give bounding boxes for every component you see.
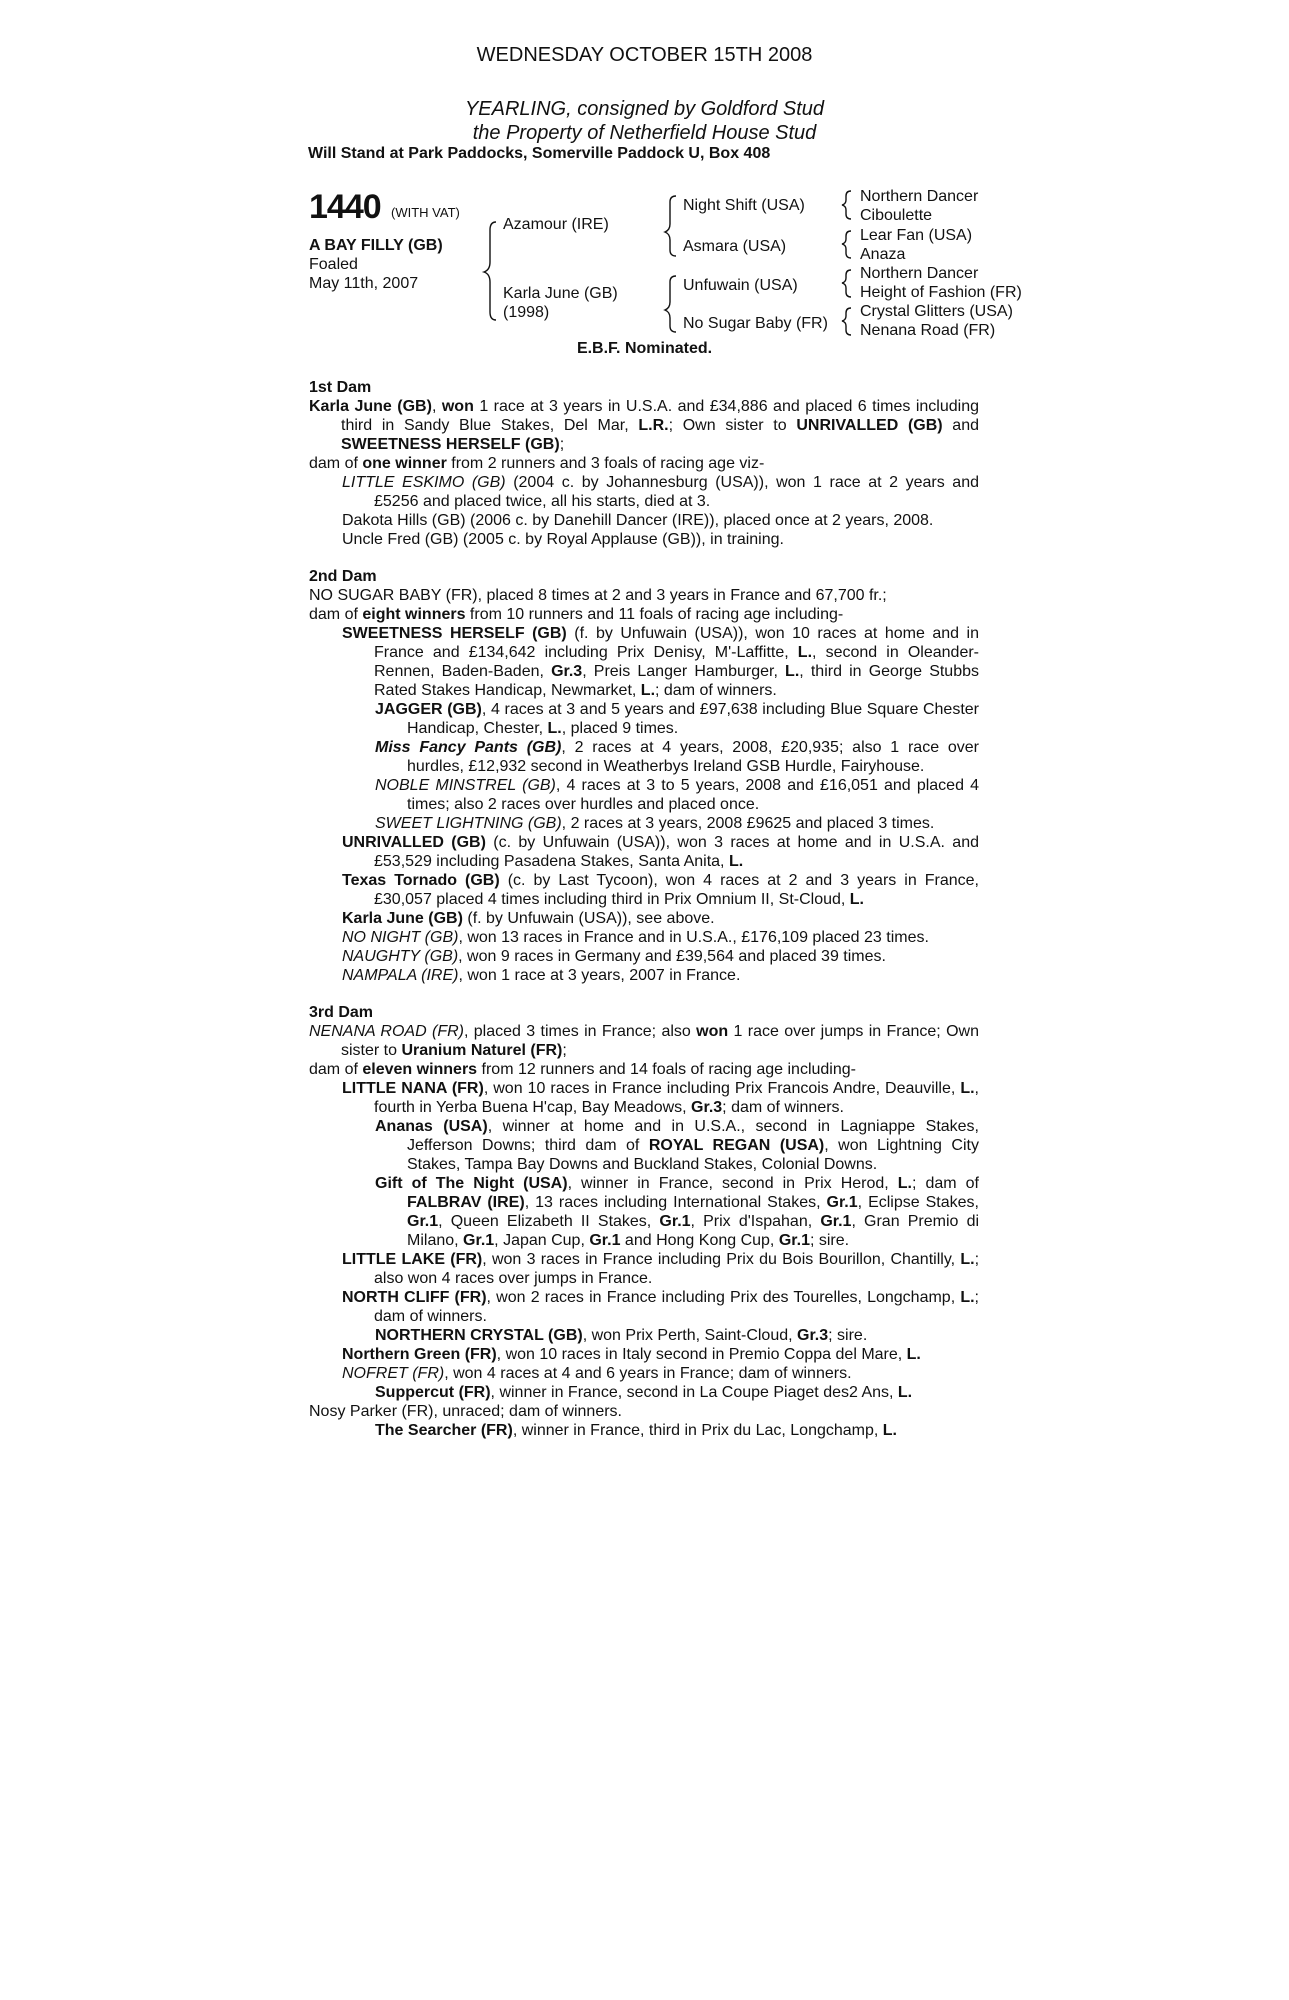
- sire-sire-sire: Northern Dancer: [860, 188, 979, 205]
- sire-dam: Asmara (USA): [683, 238, 787, 255]
- dam-sire-dam: Height of Fashion (FR): [860, 284, 1022, 301]
- first-dam-heading: 1st Dam: [309, 379, 372, 396]
- progeny-item: Uncle Fred (GB) (2005 c. by Royal Applause (GB)), in training.: [342, 531, 784, 548]
- progeny-item: LITTLE NANA (FR), won 10 races in France including Prix Francois Andre, Deauville, L., fourth in Yerba Buena H'cap, Bay Meadows, Gr.3; dam of winners.: [342, 1080, 979, 1116]
- second-dam-record: NO SUGAR BABY (FR), placed 8 times at 2 and 3 years in France and 67,700 fr.;: [309, 587, 887, 604]
- consignor-line: YEARLING, consigned by Goldford Stud: [464, 98, 825, 120]
- property-line: the Property of Netherfield House Stud: [472, 122, 817, 144]
- progeny-item: Northern Green (FR), won 10 races in Italy second in Premio Coppa del Mare, L.: [342, 1346, 921, 1363]
- progeny-item: LITTLE LAKE (FR), won 3 races in France including Prix du Bois Bourillon, Chantilly, L.; also won 4 races over jumps in France.: [342, 1251, 980, 1287]
- progeny-item: NAMPALA (IRE), won 1 race at 3 years, 2007 in France.: [342, 967, 741, 984]
- dam-year: (1998): [503, 304, 550, 321]
- dam-sire: Unfuwain (USA): [683, 277, 798, 294]
- dam-dam: No Sugar Baby (FR): [683, 315, 828, 332]
- sire-dam-sire: Lear Fan (USA): [860, 227, 973, 244]
- second-dam-produce-summary: dam of eight winners from 10 runners and 11 foals of racing age including-: [309, 606, 844, 623]
- progeny-item: NORTHERN CRYSTAL (GB), won Prix Perth, Saint-Cloud, Gr.3; sire.: [375, 1327, 868, 1344]
- progeny-item: SWEET LIGHTNING (GB), 2 races at 3 years, 2008 £9625 and placed 3 times.: [375, 815, 935, 832]
- foaled-label: Foaled: [309, 256, 358, 273]
- sire-sire: Night Shift (USA): [683, 197, 805, 214]
- progeny-item: NAUGHTY (GB), won 9 races in Germany and £39,564 and placed 39 times.: [342, 948, 886, 965]
- ebf-note: E.B.F. Nominated.: [576, 340, 713, 357]
- sire-sire-dam: Ciboulette: [860, 207, 933, 224]
- progeny-item: Miss Fancy Pants (GB), 2 races at 4 years, 2008, £20,935; also 1 race over hurdles, £12,932 second in Weatherbys Ireland GSB Hurdle, Fairyhouse.: [375, 739, 980, 775]
- progeny-item: Ananas (USA), winner at home and in U.S.A., second in Lagniappe Stakes, Jefferson Downs; third dam of ROYAL REGAN (USA), won Lightning City Stakes, Tampa Bay Downs and Buckland Stakes, Colonial Downs.: [375, 1118, 980, 1173]
- progeny-item: NORTH CLIFF (FR), won 2 races in France including Prix des Tourelles, Longchamp, L.; dam of winners.: [342, 1289, 979, 1325]
- stand-location: Will Stand at Park Paddocks, Somerville Paddock U, Box 408: [308, 145, 771, 162]
- dam-dam-sire: Crystal Glitters (USA): [860, 303, 1013, 320]
- progeny-item: NOFRET (FR), won 4 races at 4 and 6 years in France; dam of winners.: [342, 1365, 852, 1382]
- progeny-item: Nosy Parker (FR), unraced; dam of winners.: [309, 1403, 622, 1420]
- catalogue-body: [309, 378, 979, 1440]
- lot-number: 1440: [309, 188, 381, 226]
- progeny-item: LITTLE ESKIMO (GB) (2004 c. by Johannesburg (USA)), won 1 race at 2 years and £5256 and placed twice, all his starts, died at 3.: [342, 474, 979, 510]
- progeny-item: Karla June (GB) (f. by Unfuwain (USA)), see above.: [342, 910, 715, 927]
- progeny-item: Suppercut (FR), winner in France, second in La Coupe Piaget des2 Ans, L.: [375, 1384, 913, 1401]
- vat-note: (WITH VAT): [391, 205, 460, 220]
- third-dam-heading: 3rd Dam: [309, 1004, 374, 1021]
- progeny-item: Dakota Hills (GB) (2006 c. by Danehill Dancer (IRE)), placed once at 2 years, 2008.: [342, 512, 934, 529]
- third-dam-produce-summary: dam of eleven winners from 12 runners and 14 foals of racing age including-: [309, 1061, 856, 1078]
- third-dam-record: NENANA ROAD (FR), placed 3 times in France; also won 1 race over jumps in France; Own sister to Uranium Naturel (FR);: [309, 1023, 979, 1059]
- first-dam-produce-summary: dam of one winner from 2 runners and 3 foals of racing age viz-: [309, 455, 765, 472]
- progeny-item: Gift of The Night (USA), winner in France, second in Prix Herod, L.; dam of FALBRAV (IRE), 13 races including International Stakes, Gr.1, Eclipse Stakes, Gr.1, Queen Elizabeth II Stakes, Gr.1, Prix d'Ispahan, Gr.1, Gran Premio di Milano, Gr.1, Japan Cup, Gr.1 and Hong Kong Cup, Gr.1; sire.: [375, 1175, 980, 1249]
- lot-description: A BAY FILLY (GB): [309, 237, 443, 254]
- foaled-date: May 11th, 2007: [309, 275, 419, 292]
- pedigree-braces: [0, 0, 1289, 340]
- first-dam-record: Karla June (GB), won 1 race at 3 years in U.S.A. and £34,886 and placed 6 times including third in Sandy Blue Stakes, Del Mar, L.R.; Own sister to UNRIVALLED (GB) and SWEETNESS HERSELF (GB);: [309, 398, 980, 453]
- sale-date: WEDNESDAY OCTOBER 15TH 2008: [476, 44, 813, 66]
- progeny-item: SWEETNESS HERSELF (GB) (f. by Unfuwain (USA)), won 10 races at home and in France and £134,642 including Prix Denisy, M'-Laffitte, L., second in Oleander-Rennen, Baden-Baden, Gr.3, Preis Langer Hamburger, L., third in George Stubbs Rated Stakes Handicap, Newmarket, L.; dam of winners.: [342, 625, 979, 699]
- second-dam-heading: 2nd Dam: [309, 568, 377, 585]
- dam: Karla June (GB): [503, 285, 618, 302]
- dam-dam-dam: Nenana Road (FR): [860, 322, 996, 339]
- progeny-item: UNRIVALLED (GB) (c. by Unfuwain (USA)), won 3 races at home and in U.S.A. and £53,529 including Pasadena Stakes, Santa Anita, L.: [342, 834, 980, 870]
- dam-sire-sire: Northern Dancer: [860, 265, 979, 282]
- progeny-item: NOBLE MINSTREL (GB), 4 races at 3 to 5 years, 2008 and £16,051 and placed 4 times; also 2 races over hurdles and placed once.: [375, 777, 979, 813]
- progeny-item: The Searcher (FR), winner in France, third in Prix du Lac, Longchamp, L.: [375, 1422, 897, 1439]
- sire: Azamour (IRE): [503, 216, 609, 233]
- progeny-item: JAGGER (GB), 4 races at 3 and 5 years and £97,638 including Blue Square Chester Handicap, Chester, L., placed 9 times.: [375, 701, 980, 737]
- progeny-item: NO NIGHT (GB), won 13 races in France and in U.S.A., £176,109 placed 23 times.: [342, 929, 929, 946]
- progeny-item: Texas Tornado (GB) (c. by Last Tycoon), won 4 races at 2 and 3 years in France, £30,057 placed 4 times including third in Prix Omnium II, St-Cloud, L.: [342, 872, 980, 908]
- sire-dam-dam: Anaza: [860, 246, 906, 263]
